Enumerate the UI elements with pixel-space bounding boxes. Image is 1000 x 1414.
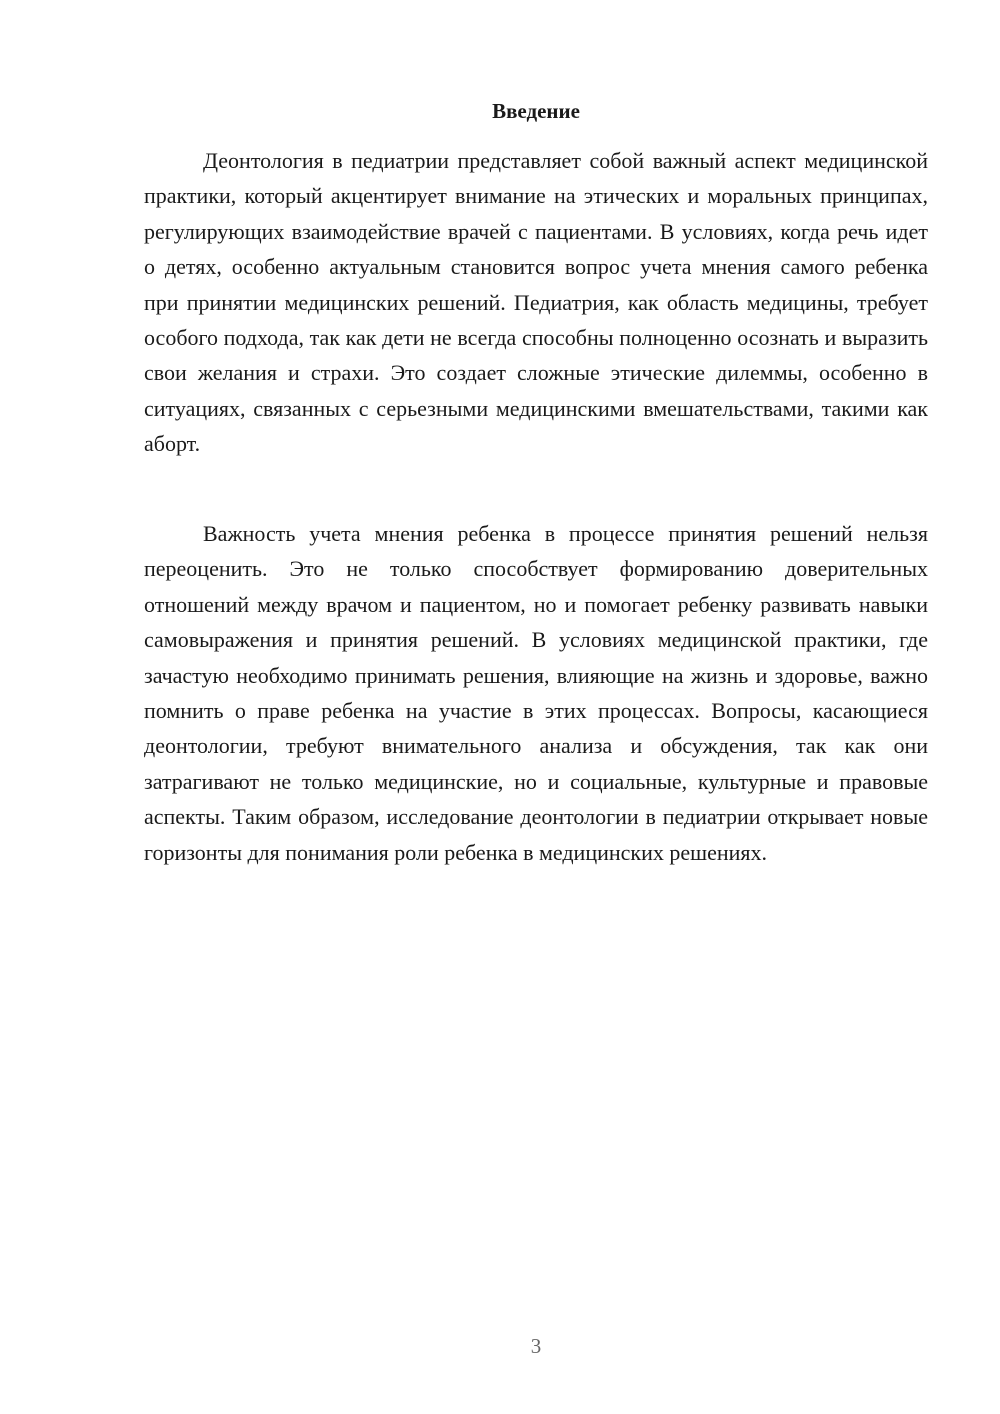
section-heading: Введение (492, 99, 580, 123)
paragraph-intro: Деонтология в педиатрии представляет собой важный аспект медицинской практики, который акцентирует внимание на этических и моральных принципах, регулирующих взаимодействие врачей с пациентами. В условиях, когда речь идет о детях, особенно актуальным становится вопрос учета мнения самого ребенка при принятии медицинских решений. Педиатрия, как область медицины, требует особого подхода, так как дети не всегда способны полноценно осознать и выразить свои желания и страхи. Это создает сложные этические дилеммы, особенно в ситуациях, связанных с серьезными медицинскими вмешательствами, такими как аборт. (144, 148, 928, 457)
page-number: 3 (530, 1334, 542, 1358)
paragraph-importance: Важность учета мнения ребенка в процессе принятия решений нельзя переоценить. Это не только способствует формированию доверительных отношений между врачом и пациентом, но и помогает ребенку развивать навыки самовыражения и принятия решений. В условиях медицинской практики, где зачастую необходимо принимать решения, влияющие на жизнь и здоровье, важно помнить о праве ребенка на участие в этих процессах. Вопросы, касающиеся деонтологии, требуют внимательного анализа и обсуждения, так как они затрагивают не только медицинские, но и социальные, культурные и правовые аспекты. Таким образом, исследование деонтологии в педиатрии открывает новые горизонты для понимания роли ребенка в медицинских решениях. (144, 521, 928, 865)
